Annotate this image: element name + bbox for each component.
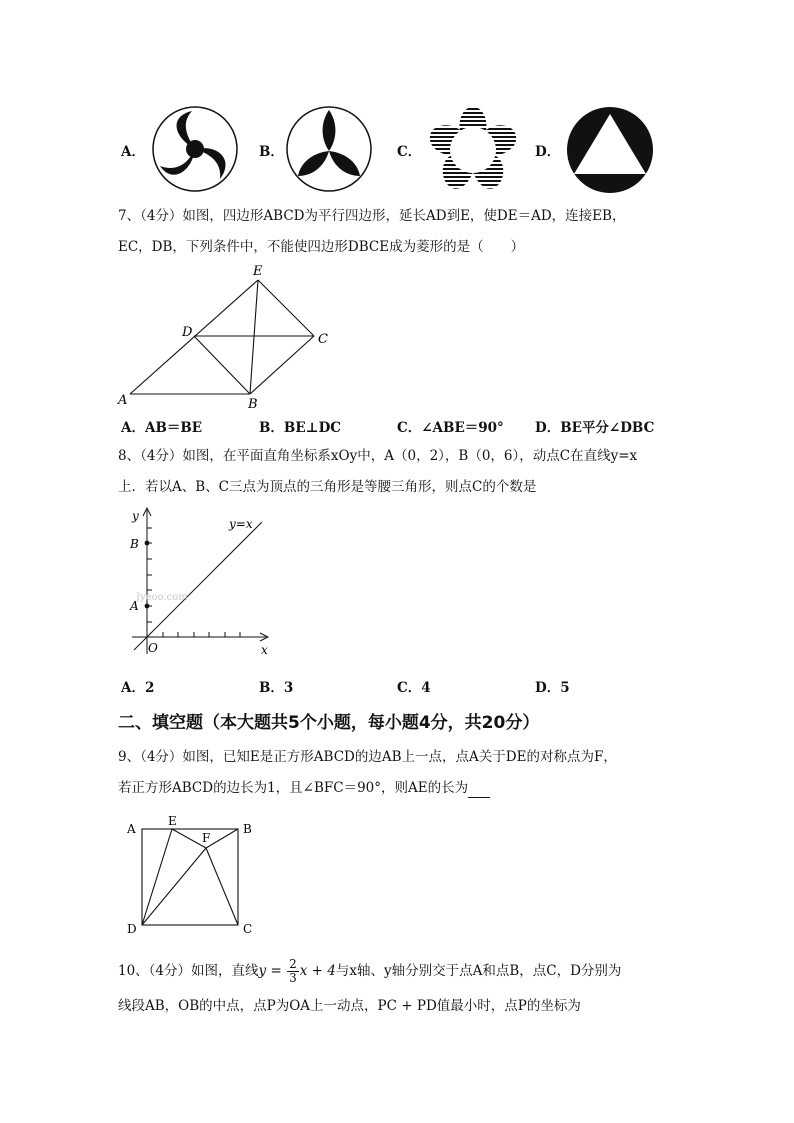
section-fill-in-title: 二、填空题（本大题共5个小题，每小题4分，共20分）	[118, 713, 540, 733]
q10-stem-prefix: 10、（4分）如图，直线	[118, 963, 259, 979]
q10-stem-suffix: 与x轴、y轴分别交于点A和点B，点C，D分别为	[335, 963, 622, 979]
q7-label-d: D	[182, 325, 193, 340]
q8-label-o: O	[148, 641, 158, 655]
q8-label-y: y	[132, 509, 139, 523]
q10-stem-line2: 线段AB，OB的中点，点P为OA上一动点，PC + PD值最小时，点P的坐标为	[118, 998, 581, 1014]
q6-option-b-label[interactable]: B．	[259, 144, 284, 160]
q10-eq-equals: =	[266, 963, 287, 979]
q6-option-a-label[interactable]: A．	[121, 144, 145, 160]
q7-label-b: B	[248, 397, 258, 412]
q10-fraction	[287, 958, 299, 985]
q8-label-a: A	[130, 599, 139, 613]
q9-label-d: D	[127, 922, 137, 936]
q8-label-x: x	[261, 643, 268, 657]
q8-label-b: B	[130, 537, 139, 551]
q6-option-d-label[interactable]: D．	[535, 144, 561, 160]
q6-option-d-figure	[566, 106, 654, 194]
q8-stem-line1: 8、（4分）如图，在平面直角坐标系xOy中，A（0，2），B（0，6），动点C在直线y=x	[118, 448, 638, 464]
q8-watermark: Jyeoo.com	[136, 592, 188, 603]
q7-option-c[interactable]: C．∠ABE＝90°	[397, 420, 504, 436]
q6-option-c-figure	[426, 104, 520, 194]
q7-stem-line2: EC，DB，下列条件中，不能使四边形DBCE成为菱形的是（ ）	[118, 239, 525, 255]
q8-label-line: y=x	[229, 517, 253, 531]
q9-stem-line2-text: 若正方形ABCD的边长为1，且∠BFC＝90°，则AE的长为	[118, 780, 469, 796]
q9-stem-line1: 9、（4分）如图，已知E是正方形ABCD的边AB上一点，点A关于DE的对称点为F，	[118, 749, 617, 765]
q10-fraction-denominator: 3	[289, 971, 297, 985]
q8-option-c[interactable]: C．4	[397, 680, 431, 696]
q7-option-b[interactable]: B．BE⊥DC	[259, 420, 342, 436]
q9-square-figure	[124, 815, 264, 939]
q7-label-a: A	[118, 393, 128, 408]
q7-option-d[interactable]: D．BE平分∠DBC	[535, 420, 655, 436]
q6-option-c-label[interactable]: C．	[397, 144, 422, 160]
q9-label-b: B	[243, 822, 252, 836]
q9-stem-line2	[118, 778, 490, 798]
q6-option-b-figure	[286, 106, 372, 192]
q9-answer-blank[interactable]	[468, 783, 490, 798]
q9-label-e: E	[168, 815, 177, 828]
q8-option-a[interactable]: A．2	[121, 680, 155, 696]
q7-option-a[interactable]: A．AB＝BE	[121, 420, 203, 436]
q9-label-a: A	[127, 822, 136, 836]
q9-label-c: C	[243, 922, 253, 936]
q6-option-a-figure	[152, 106, 238, 192]
q7-stem-line1: 7、（4分）如图，四边形ABCD为平行四边形，延长AD到E，使DE＝AD，连接EB，	[118, 208, 626, 224]
q10-stem-line1	[118, 958, 621, 985]
q8-stem-line2: 上．若以A、B、C三点为顶点的三角形是等腰三角形，则点C的个数是	[118, 479, 537, 495]
q7-parallelogram-figure	[110, 262, 340, 412]
q8-coordinate-figure	[114, 502, 284, 660]
q7-label-e: E	[253, 264, 263, 279]
q9-label-f: F	[202, 831, 211, 845]
q7-label-c: C	[318, 332, 328, 347]
q10-fraction-numerator: 2	[289, 957, 297, 971]
q10-eq-y: y	[258, 963, 267, 979]
q10-eq-rest: x + 4	[299, 963, 336, 979]
q8-option-d[interactable]: D．5	[535, 680, 570, 696]
q8-option-b[interactable]: B．3	[259, 680, 294, 696]
